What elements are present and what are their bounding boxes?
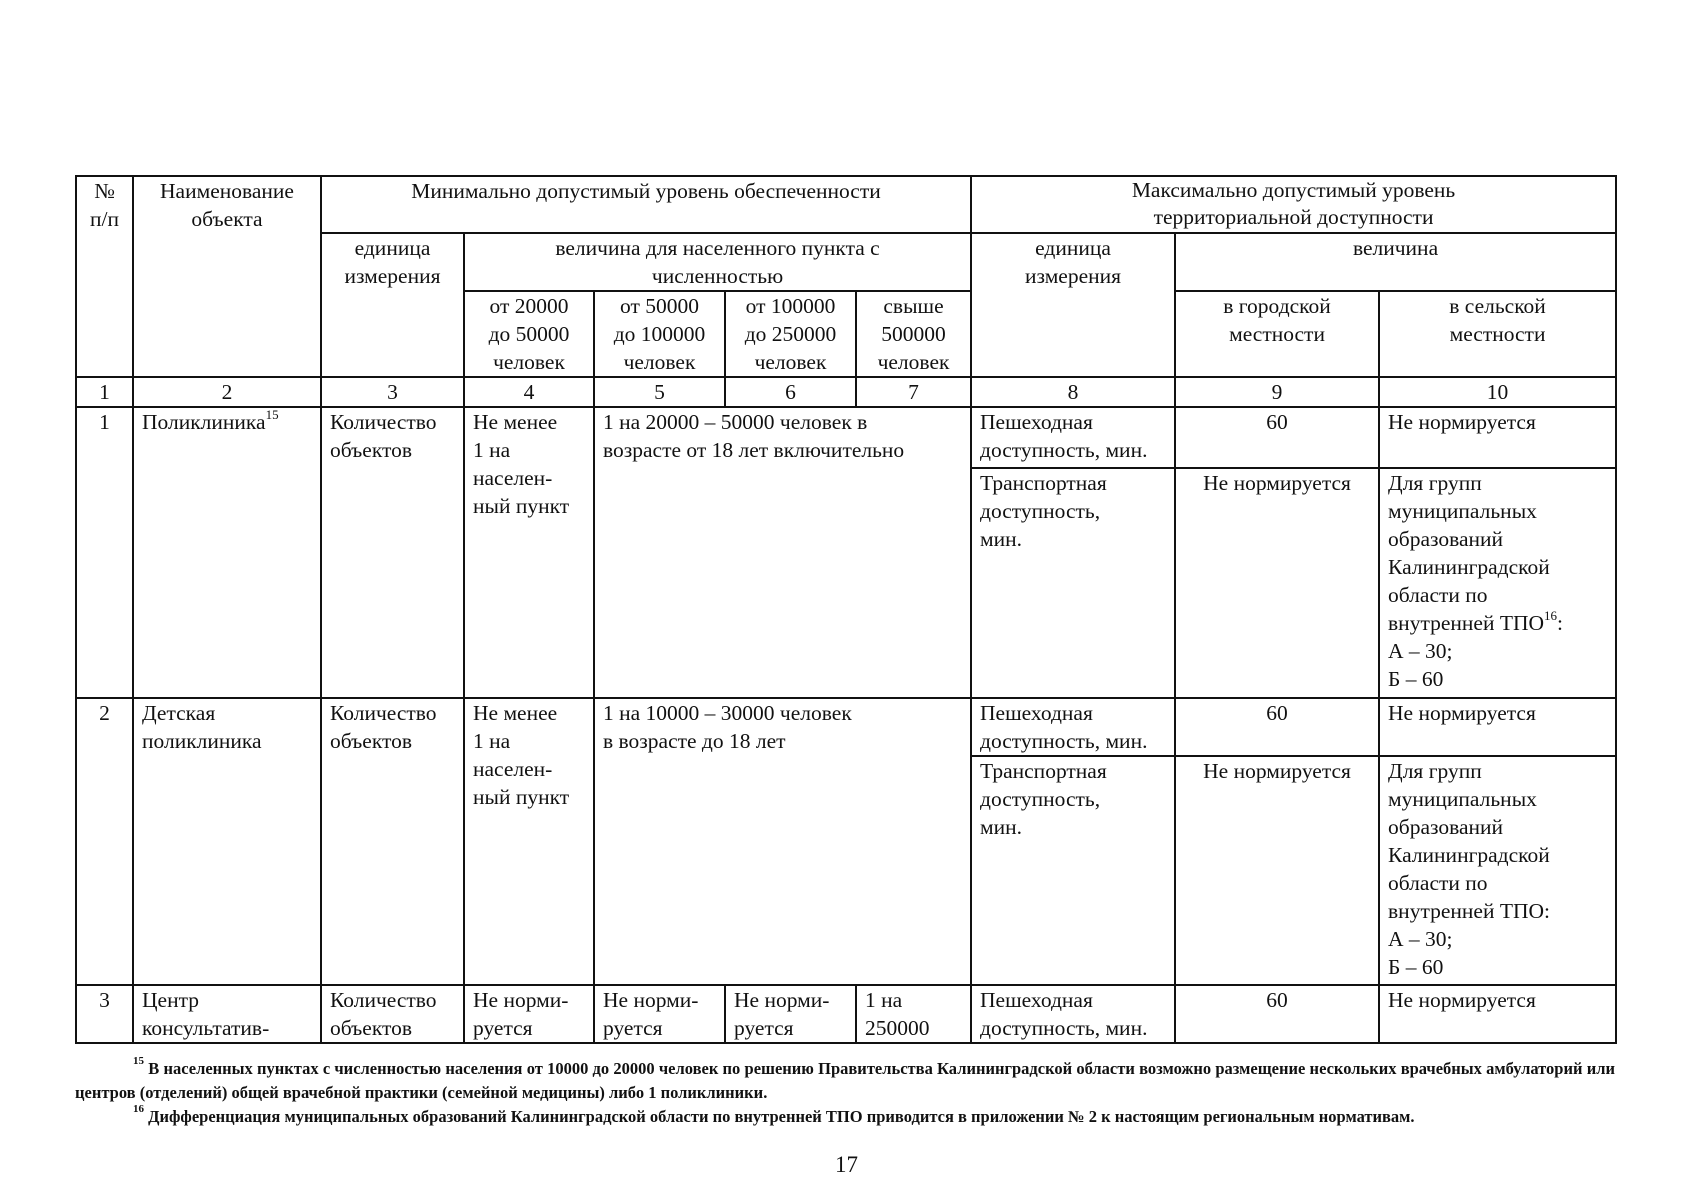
unit: Количество объектов xyxy=(321,698,464,985)
norm-over-500000: 1 на 250000 xyxy=(856,985,971,1043)
footnote-mark: 15 xyxy=(133,1054,144,1067)
unit: Количество объектов xyxy=(321,407,464,698)
object-name-text: Поликлиника xyxy=(142,410,266,434)
object-name: Детская поликлиника xyxy=(133,698,321,985)
header-pop-20000-50000: от 20000 до 50000 человек xyxy=(464,291,594,377)
header-number: № п/п xyxy=(76,176,133,377)
min-settlement: Не менее 1 на населен- ный пункт xyxy=(464,698,594,985)
norm-100000-250000: Не норми- руется xyxy=(725,985,856,1043)
table-row xyxy=(76,985,1616,1043)
header-max-level: Максимально допустимый уровень территориальной доступности xyxy=(971,176,1616,233)
row-number: 3 xyxy=(76,985,133,1043)
table-row xyxy=(76,698,1616,756)
standards-table xyxy=(75,175,1617,1044)
walk-rural: Не нормируется xyxy=(1379,698,1616,756)
header-object-name: Наименование объекта xyxy=(133,176,321,377)
footnote-16 xyxy=(75,1102,1615,1129)
column-number: 10 xyxy=(1379,377,1616,407)
transport-rural: Для групп муниципальных образований Калининградской области по внутренней ТПО: А – 30; Б – 60 xyxy=(1379,756,1616,985)
transport-urban: Не нормируется xyxy=(1175,756,1379,985)
column-number: 1 xyxy=(76,377,133,407)
transport-unit: Транспортная доступность, мин. xyxy=(971,756,1175,985)
header-pop-50000-100000: от 50000 до 100000 человек xyxy=(594,291,725,377)
row-number: 2 xyxy=(76,698,133,985)
object-name: Центр консультатив- xyxy=(133,985,321,1043)
walk-urban: 60 xyxy=(1175,407,1379,468)
page-number: 17 xyxy=(835,1152,858,1177)
transport-rural-text: Для групп муниципальных образований Калининградской области по внутренней ТПО xyxy=(1388,471,1550,635)
column-number: 5 xyxy=(594,377,725,407)
column-number: 7 xyxy=(856,377,971,407)
header-value: величина xyxy=(1175,233,1616,291)
object-name xyxy=(133,407,321,698)
walk-unit: Пешеходная доступность, мин. xyxy=(971,407,1175,468)
transport-rural-tail: : А – 30; Б – 60 xyxy=(1388,611,1563,691)
footnote-text: Дифференциация муниципальных образований Калининградской области по внутренней ТПО приводится в приложении № 2 к настоящим региональным нормативам. xyxy=(144,1107,1415,1126)
column-number: 2 xyxy=(133,377,321,407)
header-unit-max: единица измерения xyxy=(971,233,1175,377)
walk-unit: Пешеходная доступность, мин. xyxy=(971,698,1175,756)
walk-urban: 60 xyxy=(1175,985,1379,1043)
transport-unit: Транспортная доступность, мин. xyxy=(971,468,1175,698)
footnote-ref-16: 16 xyxy=(1544,607,1558,623)
norm-20000-50000: Не норми- руется xyxy=(464,985,594,1043)
transport-rural xyxy=(1379,468,1616,698)
norm-value: 1 на 20000 – 50000 человек в возрасте от 18 лет включительно xyxy=(594,407,971,698)
table-row xyxy=(76,407,1616,468)
column-number: 6 xyxy=(725,377,856,407)
row-number: 1 xyxy=(76,407,133,698)
footnote-15 xyxy=(75,1054,1615,1105)
norm-value: 1 на 10000 – 30000 человек в возрасте до 18 лет xyxy=(594,698,971,985)
column-number: 8 xyxy=(971,377,1175,407)
walk-urban: 60 xyxy=(1175,698,1379,756)
header-pop-over-500000: свыше 500000 человек xyxy=(856,291,971,377)
norm-50000-100000: Не норми- руется xyxy=(594,985,725,1043)
walk-rural: Не нормируется xyxy=(1379,407,1616,468)
footnote-text: В населенных пунктах с численностью населения от 10000 до 20000 человек по решению Правительства Калининградской области возможно размещение нескольких врачебных амбулаторий или центров (отделений) общей врачебной практики (семейной медицины) либо 1 поликлиники. xyxy=(75,1059,1615,1102)
column-number: 3 xyxy=(321,377,464,407)
footnote-ref-15: 15 xyxy=(265,406,279,422)
header-min-level: Минимально допустимый уровень обеспеченности xyxy=(321,176,971,233)
header-value-by-population: величина для населенного пункта с численностью xyxy=(464,233,971,291)
column-number: 4 xyxy=(464,377,594,407)
footnote-mark: 16 xyxy=(133,1102,144,1115)
header-urban: в городской местности xyxy=(1175,291,1379,377)
header-rural: в сельской местности xyxy=(1379,291,1616,377)
transport-urban: Не нормируется xyxy=(1175,468,1379,698)
header-pop-100000-250000: от 100000 до 250000 человек xyxy=(725,291,856,377)
walk-rural: Не нормируется xyxy=(1379,985,1616,1043)
min-settlement: Не менее 1 на населен- ный пункт xyxy=(464,407,594,698)
header-unit-min: единица измерения xyxy=(321,233,464,377)
unit: Количество объектов xyxy=(321,985,464,1043)
walk-unit: Пешеходная доступность, мин. xyxy=(971,985,1175,1043)
column-number: 9 xyxy=(1175,377,1379,407)
